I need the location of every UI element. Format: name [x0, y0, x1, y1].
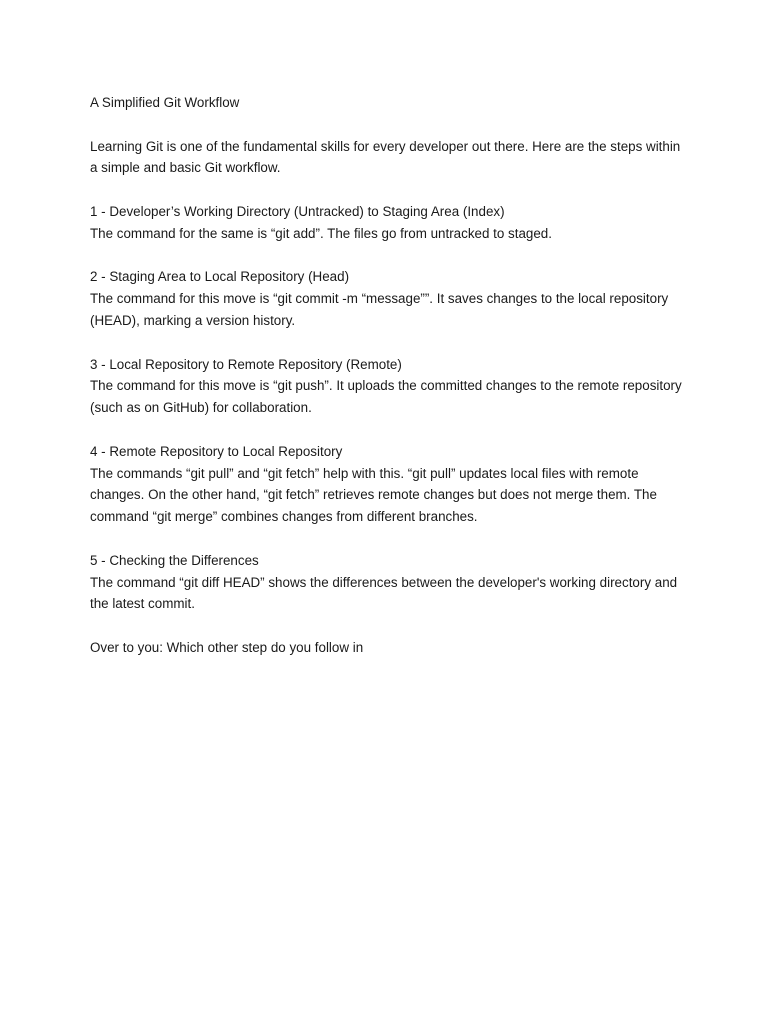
step-3	[90, 354, 690, 419]
step-body: The commands “git pull” and “git fetch” help with this. “git pull” updates local files with remote changes. On the other hand, “git fetch” retrieves remote changes but does not merge them. The command “git merge” combines changes from different branches.	[90, 465, 657, 525]
step-heading: 4 - Remote Repository to Local Repository	[90, 443, 343, 459]
closing-paragraph: Over to you: Which other step do you follow in	[90, 639, 364, 655]
step-heading: 2 - Staging Area to Local Repository (Head)	[90, 269, 350, 285]
step-body: The command for this move is “git commit -m “message””. It saves changes to the local repository (HEAD), marking a version history.	[90, 291, 669, 328]
step-body: The command for this move is “git push”. It uploads the committed changes to the remote repository (such as on GitHub) for collaboration.	[90, 378, 682, 416]
step-heading: 5 - Checking the Differences	[90, 552, 259, 568]
step-4	[90, 441, 690, 528]
step-body: The command “git diff HEAD” shows the differences between the developer's working directory and the latest commit.	[90, 574, 678, 612]
step-5	[90, 550, 690, 615]
intro-paragraph: Learning Git is one of the fundamental skills for every developer out there. Here are the steps within a simple and basic Git workflow.	[90, 138, 681, 176]
document-title: A Simplified Git Workflow	[90, 95, 240, 110]
step-heading: 3 - Local Repository to Remote Repository (Remote)	[90, 356, 402, 372]
step-body: The command for the same is “git add”. The files go from untracked to staged.	[90, 225, 552, 241]
step-1	[90, 201, 690, 245]
document-body	[90, 92, 690, 681]
step-2	[90, 266, 690, 331]
step-heading: 1 - Developer’s Working Directory (Untracked) to Staging Area (Index)	[90, 203, 505, 219]
